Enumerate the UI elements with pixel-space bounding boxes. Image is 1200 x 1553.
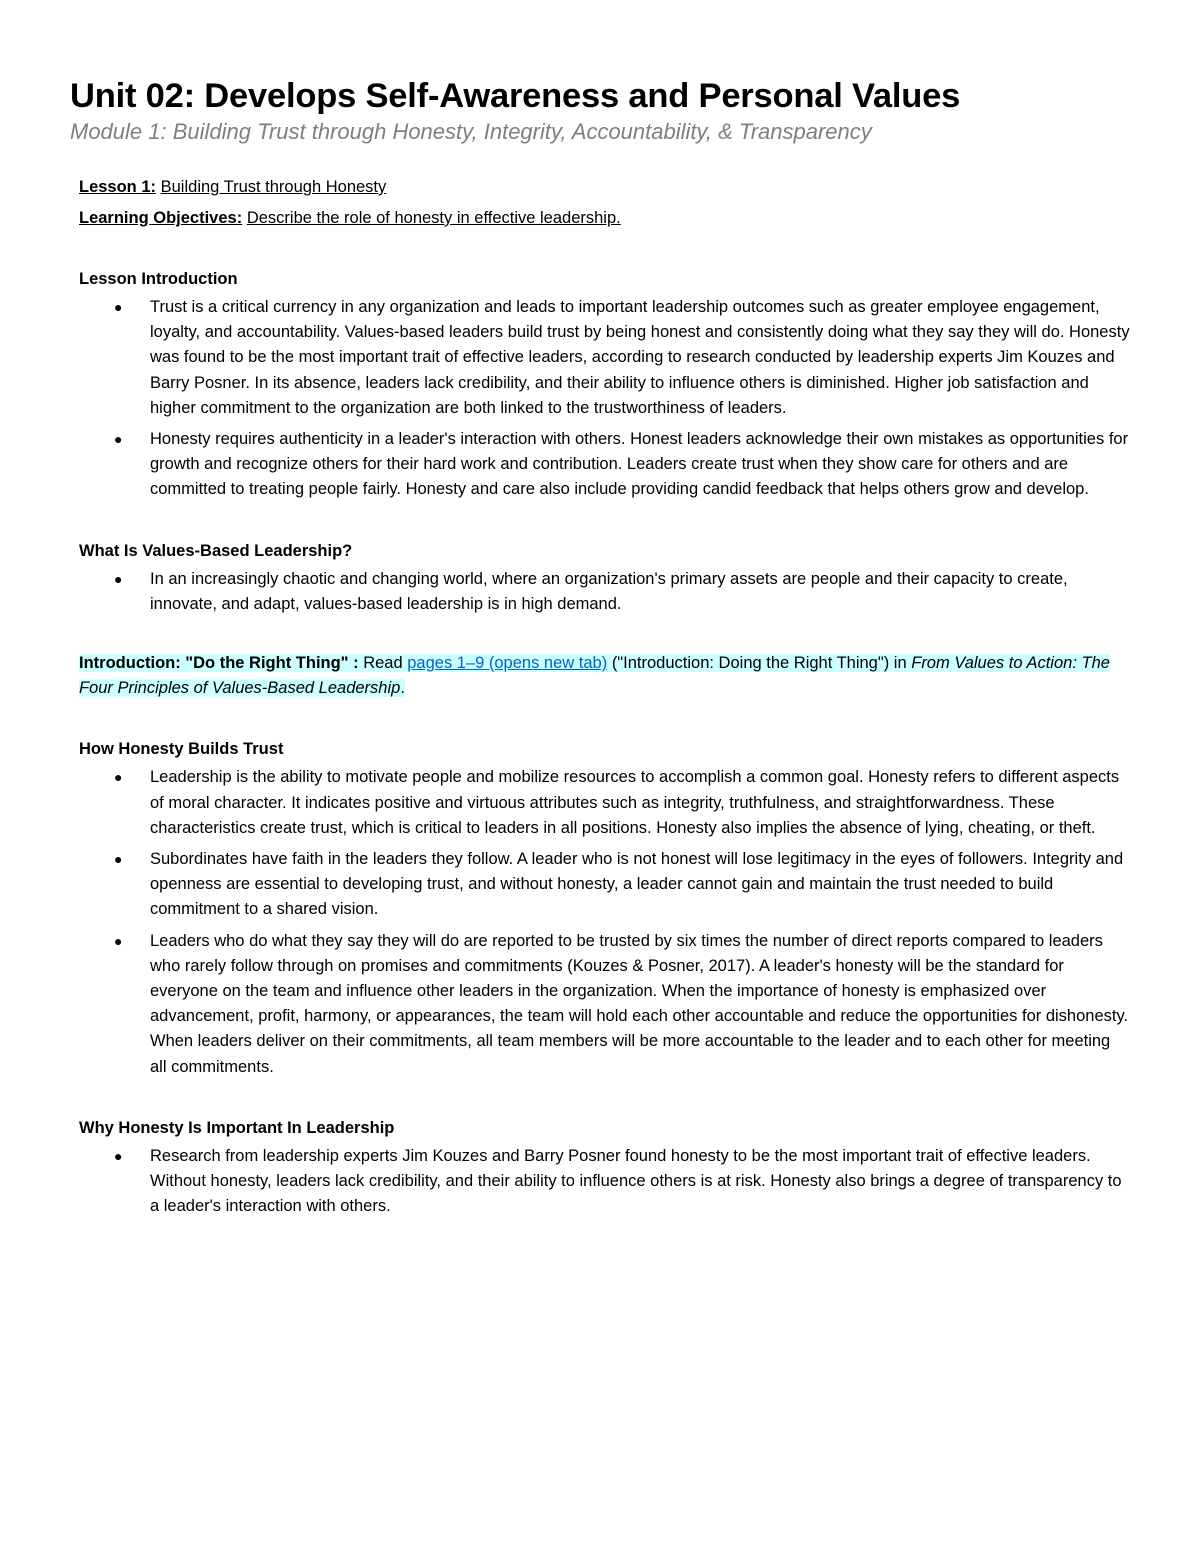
reading-end: . xyxy=(400,679,405,698)
list-item: ● In an increasingly chaotic and changing world, where an organization's primary assets are people and their capacity to create, innovate, and adapt, values-based leadership is in high demand. xyxy=(79,567,1130,617)
list-item: ● Research from leadership experts Jim Kouzes and Barry Posner found honesty to be the most important trait of effective leaders. Without honesty, leaders lack credibility, and their ability to influence others is at risk. Honesty also brings a degree of transparency to a leader's interaction with others. xyxy=(79,1144,1130,1220)
list-item: ● Honesty requires authenticity in a leader's interaction with others. Honest leaders acknowledge their own mistakes as opportunities for growth and recognize others for their hard work and contribution. Leaders create trust when they show care for others and are committed to treating people fairly. Honesty and care also include providing candid feedback that helps others grow and develop. xyxy=(79,427,1130,503)
lesson-label: Lesson 1: xyxy=(79,178,157,196)
bullet-list-lesson-introduction xyxy=(79,295,1130,503)
bullet-list-values-based-leadership xyxy=(79,567,1130,617)
reading-highlight xyxy=(79,654,1110,697)
bullet-icon: ● xyxy=(114,769,123,786)
bullet-icon: ● xyxy=(114,431,123,448)
reading-label: Introduction: "Do the Right Thing" : xyxy=(79,654,359,673)
document-body xyxy=(79,172,1130,1219)
list-item: ● Leadership is the ability to motivate people and mobilize resources to accomplish a common goal. Honesty refers to different aspects of moral character. It indicates positive and virtuous attributes such as integrity, truthfulness, and straightforwardness. These characteristics create trust, which is critical to leaders in all positions. Honesty also implies the absence of lying, cheating, or theft. xyxy=(79,765,1130,841)
bullet-icon: ● xyxy=(114,1147,123,1164)
list-item: ● Trust is a critical currency in any organization and leads to important leadership outcomes such as greater employee engagement, loyalty, and accountability. Values-based leaders build trust by being honest and consistently doing what they say they will do. Honesty was found to be the most important trait of effective leaders, according to research conducted by leadership experts Jim Kouzes and Barry Posner. In its absence, leaders lack credibility, and their ability to influence others is diminished. Higher job satisfaction and higher commitment to the organization are both linked to the trustworthiness of leaders. xyxy=(79,295,1130,421)
lesson-line xyxy=(79,172,1130,203)
bullet-list-why-honesty-is-important xyxy=(79,1144,1130,1220)
section-heading-values-based-leadership: What Is Values-Based Leadership? xyxy=(79,541,353,560)
reading-read-word: Read xyxy=(363,654,403,673)
objectives-line xyxy=(79,203,1130,234)
reading-after-link: ("Introduction: Doing the Right Thing") in xyxy=(611,654,907,673)
introduction-reading xyxy=(79,651,1130,701)
objectives-text: Describe the role of honesty in effective leadership. xyxy=(246,209,621,227)
lesson-name: Building Trust through Honesty xyxy=(160,178,387,196)
page-subtitle: Module 1: Building Trust through Honesty, Integrity, Accountability, & Transparency xyxy=(70,119,872,144)
bullet-list-how-honesty-builds-trust xyxy=(79,765,1130,1079)
reading-book-title: From Values to Action: The Four Principles of Values-Based Leadership xyxy=(79,654,1110,698)
section-heading-how-honesty-builds-trust: How Honesty Builds Trust xyxy=(79,740,284,759)
list-item: ● Subordinates have faith in the leaders they follow. A leader who is not honest will lose legitimacy in the eyes of followers. Integrity and openness are essential to developing trust, and without honesty, a leader cannot gain and maintain the trust needed to build commitment to a shared vision. xyxy=(79,847,1130,923)
reading-pages-link[interactable]: pages 1–9 (opens new tab) xyxy=(407,654,608,673)
bullet-icon: ● xyxy=(114,570,123,587)
document-page xyxy=(70,76,1130,1225)
page-title: Unit 02: Develops Self-Awareness and Personal Values xyxy=(70,77,961,115)
bullet-icon: ● xyxy=(114,851,123,868)
list-item: ● Leaders who do what they say they will do are reported to be trusted by six times the number of direct reports compared to leaders who rarely follow through on promises and commitments (Kouzes & Posner, 2017). A leader's honesty will be the standard for everyone on the team and influence other leaders in the organization. When the importance of honesty is emphasized over advancement, profit, harmony, or appearances, the team will hold each other accountable and reduce the opportunities for dishonesty. When leaders deliver on their commitments, all team members will be more accountable to the leader and to each other for meeting all commitments. xyxy=(79,929,1130,1080)
section-heading-lesson-introduction: Lesson Introduction xyxy=(79,270,238,288)
bullet-icon: ● xyxy=(114,299,123,315)
section-heading-why-honesty-is-important: Why Honesty Is Important In Leadership xyxy=(79,1118,395,1137)
bullet-icon: ● xyxy=(114,932,123,949)
objectives-label: Learning Objectives: xyxy=(79,209,243,227)
